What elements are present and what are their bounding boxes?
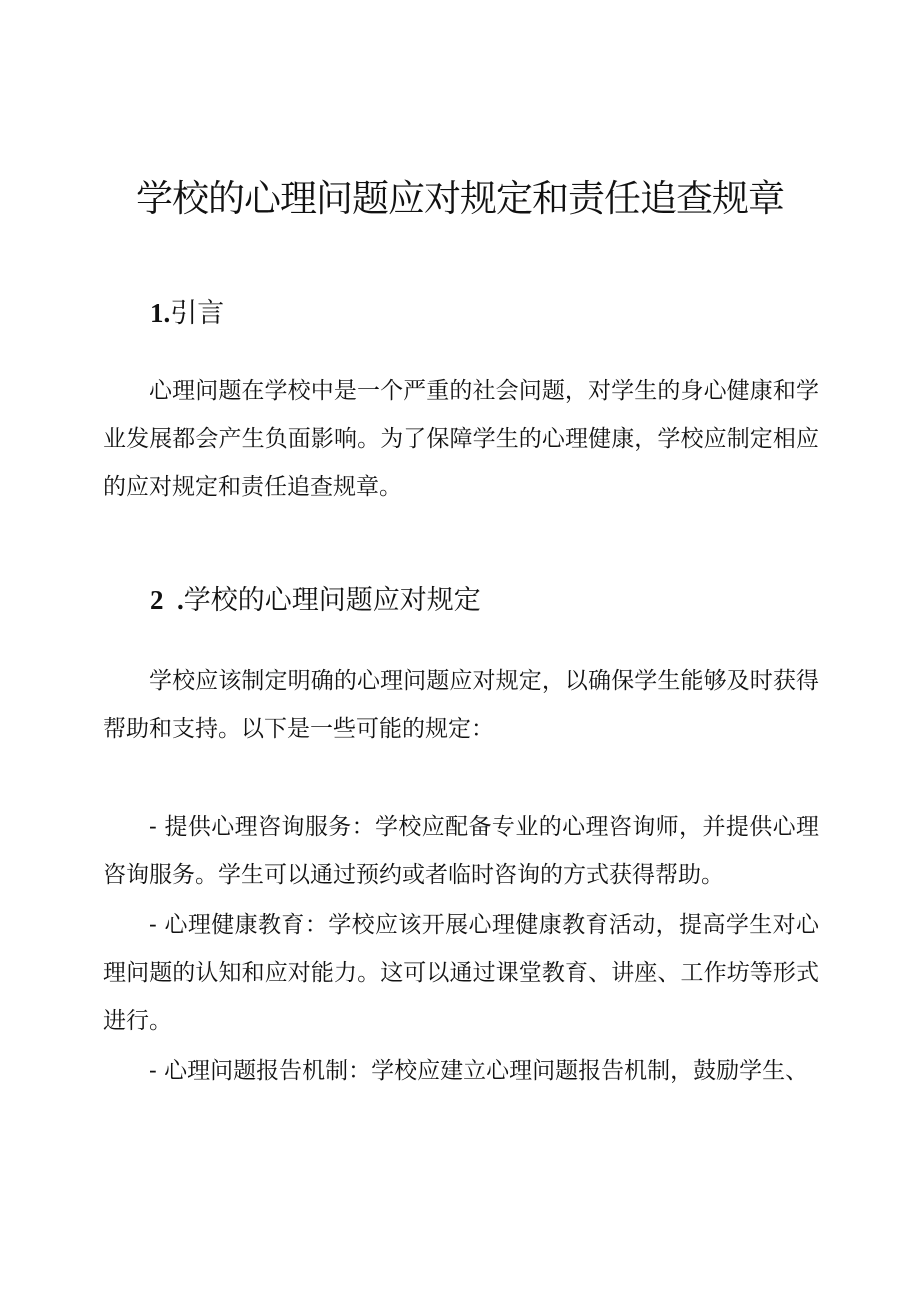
list-dash: - — [149, 814, 165, 840]
section-2-heading-text: 学校的心理问题应对规定 — [183, 585, 481, 616]
list-item-text: 提供心理咨询服务：学校应配备专业的心理咨询师，并提供心理咨询服务。学生可以通过预约或者临时咨询的方式获得帮助。 — [103, 814, 820, 888]
section-2-paragraph: 学校应该制定明确的心理问题应对规定，以确保学生能够及时获得帮助和支持。以下是一些可能的规定： — [103, 668, 819, 742]
list-item — [103, 803, 819, 899]
list-item — [103, 1047, 819, 1095]
document-title: 学校的心理问题应对规定和责任追查规章 — [136, 177, 784, 220]
list-dash: - — [149, 1058, 165, 1084]
section-2-number: 2 . — [150, 585, 184, 615]
list-dash: - — [149, 912, 165, 938]
section-1-heading-text: 引言 — [170, 298, 225, 329]
section-1-heading — [150, 293, 830, 334]
list-item-text: 心理问题报告机制：学校应建立心理问题报告机制，鼓励学生、 — [164, 1058, 809, 1084]
list-item-text: 心理健康教育：学校应该开展心理健康教育活动，提高学生对心理问题的认知和应对能力。这可以通过课堂教育、讲座、工作坊等形式进行。 — [103, 912, 820, 1034]
provision-list — [103, 803, 819, 1097]
section-1-number: 1. — [150, 298, 171, 328]
list-item — [103, 901, 819, 1045]
section-2-heading — [150, 580, 830, 621]
section-1-paragraph: 心理问题在学校中是一个严重的社会问题，对学生的身心健康和学业发展都会产生负面影响。为了保障学生的心理健康，学校应制定相应的应对规定和责任追查规章。 — [103, 378, 819, 500]
